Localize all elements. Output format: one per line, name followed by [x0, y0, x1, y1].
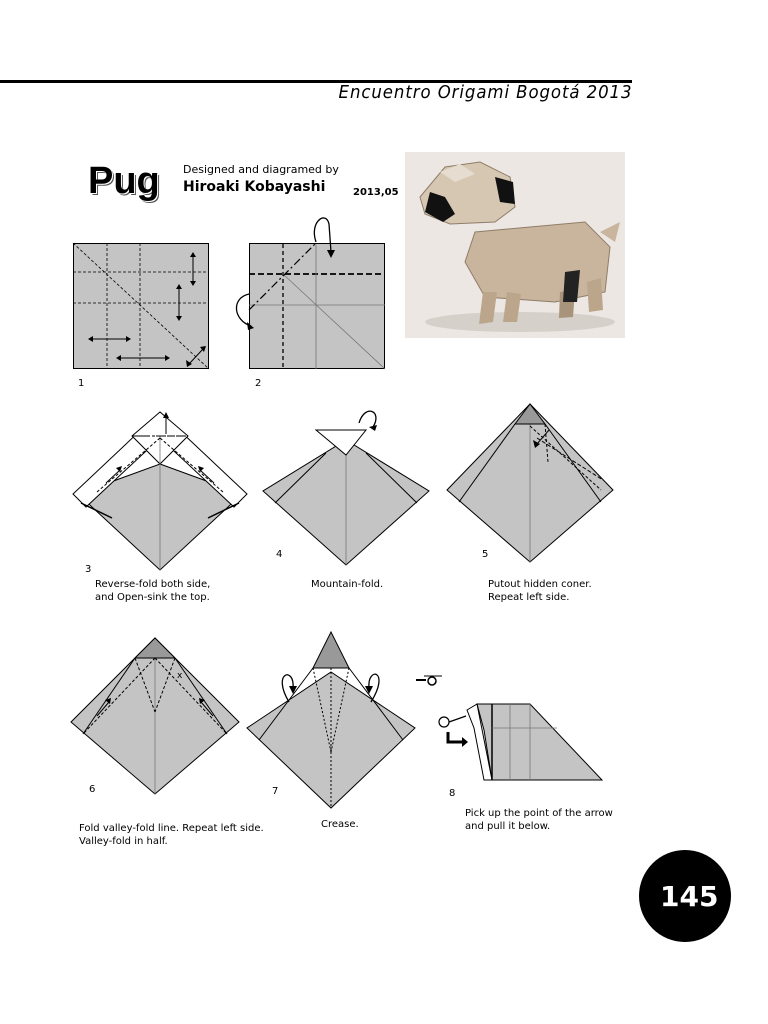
rotate-symbol-icon [416, 676, 442, 685]
model-title: Pug [88, 160, 160, 202]
step-3-caption-line: and Open-sink the top. [95, 592, 210, 603]
author-name: Hiroaki Kobayashi [183, 179, 326, 195]
step-4-caption [311, 578, 383, 591]
step-5-diagram [445, 402, 615, 562]
step-7-number: 7 [272, 786, 279, 797]
step-7-caption [321, 818, 359, 831]
step-2-diagram [231, 212, 385, 370]
header-title: Encuentro Origami Bogotá 2013 [338, 82, 632, 103]
pug-model-photo [405, 152, 625, 338]
step-3-diagram [72, 408, 248, 570]
step-6-number: 6 [89, 784, 96, 795]
step-4-diagram [261, 405, 431, 565]
step-2-number: 2 [255, 378, 262, 389]
step-8-diagram [412, 670, 608, 786]
step-6-caption-line: Fold valley-fold line. Repeat left side. [79, 823, 264, 834]
step-6-diagram [69, 636, 241, 796]
step-8-caption-line: Pick up the point of the arrow [465, 808, 613, 819]
step-6-caption-line: Valley-fold in half. [79, 836, 168, 847]
page-number-badge [620, 852, 768, 942]
step-5-caption [488, 578, 592, 604]
step-7-caption-line: Crease. [321, 819, 359, 830]
step-1-number: 1 [78, 378, 85, 389]
designed-by-label: Designed and diagramed by [183, 163, 339, 176]
step-3-caption [95, 578, 210, 604]
step-8-caption-line: and pull it below. [465, 821, 551, 832]
date-label: 2013,05 [353, 187, 399, 198]
step-3-caption-line: Reverse-fold both side, [95, 579, 211, 590]
step-4-number: 4 [276, 549, 283, 560]
page-number: 145 [660, 880, 719, 913]
step-3-number: 3 [85, 564, 92, 575]
step-5-caption-line: Repeat left side. [488, 592, 570, 603]
step-5-number: 5 [482, 549, 489, 560]
step-8-caption [465, 807, 613, 833]
step-5-caption-line: Putout hidden coner. [488, 579, 592, 590]
step-4-caption-line: Mountain-fold. [311, 579, 384, 590]
step-6-caption [79, 822, 264, 848]
step-7-diagram [245, 632, 417, 810]
grab-hand-icon [439, 716, 466, 727]
step-1-diagram [73, 243, 209, 369]
x-mark-icon: x [177, 671, 183, 681]
step-8-number: 8 [449, 788, 456, 799]
